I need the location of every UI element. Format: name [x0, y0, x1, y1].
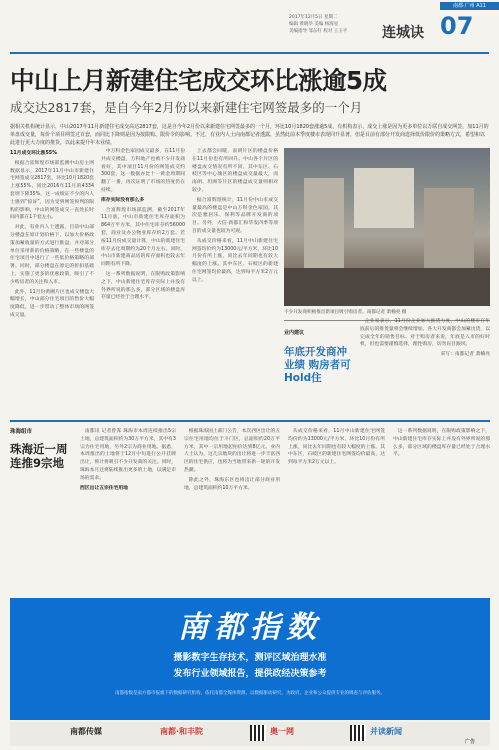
article-column-1 — [10, 148, 94, 418]
page-tag: 广告 — [465, 739, 476, 745]
ad-slogan-1: 摄影数字生存技术，测评区域治理水准 — [173, 653, 327, 663]
lead-paragraph: 据相关机构统计显示，中山2017年11月新建住宅成交高达2817套，这是自今年2月份以来新建住宅网签最多的一个月，环比10月1820套涨逾5成，有机构表示，成交上涨是因为更多单位以万联自成交网签，加11月的单盘成交量，每价个项目网签过百套，而同比下降则是因为按限购、限价令的影响。不过，有业内人士向南都记者透露，虽然此前本季度楼市表现回升显著，但是目前有部分开发商选择低价限价的策略方式，希望和以此进行更大力度的推货，以此来提升年末业绩。 — [10, 124, 489, 146]
section-rule — [10, 420, 490, 422]
body-paragraph: 中万科金色家园成交最多，在11月份共成交楼盘，万科地产也被不少开发商看好，其中项目11月份的网签成交约300套，这一数据亦比十一黄金周期间翻了一番，再次证明了市场的热度仍在持续。 — [101, 149, 185, 193]
section-subhead: 11月成交环比涨55% — [10, 151, 57, 156]
body-paragraph: 合富辉煌市场部监测，截至2017年11月底，中山市新建住宅库存面积为864万平方米，其中住宅库存约56000套，商业及办公物业库存约2万套。若按11月份成交量计算，中山的新建住宅库存去化周期约为20个月左右。同时，中山市新建商品房的库存面积也较去年同期有所下降。 — [101, 207, 185, 268]
qr-code-icon — [350, 725, 366, 741]
body-paragraph: 从成交价格来看，11月中山新建住宅网签均价约为13000元/平方米，环比10月份有所上涨，同比去年同期也有较大幅度的上涨。其中东区、石岐区的新建住宅网签均价最高，达到每平方米2万元以上。 — [192, 238, 278, 283]
page-number: 07 — [440, 12, 474, 40]
body-paragraph: 根据珠海国土部门公告，本次西区出让的五宗住宅用地均位于斗门区，总面积约20万平方米，其中一宗用地起拍价达到8亿元。业内人士认为，这几宗地块的出让将进一步丰富西区的住宅供应，也将为当地带来新一轮的开发热潮。 — [184, 429, 280, 473]
logo-nandu-media: 南都传媒 — [70, 727, 102, 736]
body-paragraph: 企业家表示，11月份企业加大推货力度，中山的楼市在年底前后的推货量将会继续增加，各大开发商都会加紧出货，以完成全年的销售目标。对于购房者来说，年底是入市的好时机，但也需要谨慎选择，理性购房，切勿盲目跟风。 — [360, 319, 490, 348]
body-paragraph: 根据合富辉煌市场部监测中山房主网数据显示，2017年11月中山市新建住宅网签成交2817套，环比10月1820套上涨55%，同比2016年11月的4334套则下降35%，这一成绩证不少的内人士感到“惊讶”，因为受到网签预判的限购的影响，中山的网签成交一直处长时间内都在1千套左右。 — [10, 160, 94, 221]
body-paragraph: 上去都会回暖，南朗片区的楼盘价格在11月份也有所回升。中山各个片区的楼盘成交情况有所不同，其中东区、石岐区等中心城区的楼盘成交量最大，而南朗、坦洲等片区的楼盘成交量则相对较少。 — [192, 149, 278, 193]
body-paragraph: 对此，有业内人士透露，目前中山部分楼盘在原计划价格下，以加大价格政策加紧收量的方式进行推盘，并对部分单位采用新的价格策略，在一些楼盘的住宅项目中进行了一些低价格策略的部署。同时，部分楼盘在原定的折扣基础上，实施了更多的优惠政策，吸引了不少购房者的关注和入市。 — [10, 225, 94, 285]
subheadline: 成交达2817套，是自今年2月份以来新建住宅网签最多的一个月 — [10, 100, 363, 115]
edition-tag: 南都·广州 A11 — [440, 2, 499, 10]
logo-bingdu: 并读新闻 — [370, 727, 402, 736]
brief-title: 珠海近一周 连推9宗地 — [10, 442, 68, 470]
ad-title: 南都指数 — [178, 610, 322, 645]
section-title: 连城诀 — [382, 25, 424, 41]
footer-bar — [10, 722, 490, 746]
issue-meta — [289, 14, 379, 35]
headline: 中山上月新建住宅成交环比涨逾5成 — [10, 66, 387, 95]
body-paragraph: 这一系列数据说明，在限购政策影响之下，中山新建住宅库存实际上并没有外界所说的那么多，部分区域的楼盘库存量已经处于合理水平。 — [101, 271, 185, 301]
section-subhead: 库存实际没有那么多 — [101, 197, 145, 203]
body-paragraph: 从成交价格来看，11月中山新建住宅网签均价约为13000元/平方米，环比10月份有所上涨，同比去年同期也有较大幅度的上涨。其中东区、石岐区的新建住宅网签均价最高，达到每平方米2万元以上。 — [288, 429, 385, 466]
ad-banner[interactable] — [10, 598, 490, 720]
brief-body-right — [288, 428, 490, 590]
meta-line: 编辑 黄晓华 美编 杨海星 — [289, 22, 339, 27]
ad-slogan-2: 发布行业领域报告，提供政经决策参考 — [173, 669, 327, 679]
article-column-2 — [101, 148, 185, 418]
brief-body — [80, 428, 280, 590]
brief-label: 珠海组市 — [10, 429, 33, 435]
header-rule — [10, 52, 489, 54]
meta-line: 美编指导 邹东红 校对 王玉平 — [289, 29, 348, 34]
logo-nandu-hefeng: 南都·和丰院 — [160, 727, 204, 736]
news-photo — [284, 148, 490, 306]
body-paragraph: 南都讯 记者曾霁 珠海市本周连续推出5宗土地，总建筑面积约为30万平方米，其中有3宗为住宅用地，另外2宗为商业用地。据悉，本周推出的土地将于12月中旬进行公开挂牌出让，预计将吸引不少开发商的关注。同时，珠海本月还将陆续推出更多的土地，以满足市场的需求。 — [80, 429, 176, 481]
logo-oeeee: 奥一网 — [270, 727, 294, 736]
sidebar-label: 业内建议 — [284, 330, 305, 336]
qr-code-icon — [250, 725, 266, 741]
photo-caption: 不少开发商积极推出新项目吸引购房者。南都记者 萧楠亮 摄 — [284, 310, 407, 315]
pull-quote: 年底开发商冲业绩 购房者可Hold住 — [284, 346, 351, 384]
article-column-3 — [192, 148, 278, 418]
body-paragraph: 此外，11月份黄圃片区也成交楼盘大幅增长，中山部分住宅项目的售价大幅度降低，进一步带动了整体市场的网签成交量。 — [10, 289, 94, 318]
body-paragraph: 除此之外，珠海东区也将出让部分商业用地，总建筑面积约10万平方米。 — [184, 477, 280, 491]
sidebar-body — [360, 318, 490, 406]
section-subhead: 西区出让五宗住宅用地 — [80, 485, 128, 491]
body-paragraph: 这一系列数据说明，在限购政策影响之下，中山新建住宅库存实际上并没有外界所说的那么多，部分区域的楼盘库存量已经处于合理水平。 — [393, 429, 490, 458]
byline: 采写：南都记者 萧楠亮 — [440, 352, 490, 358]
meta-line: 2017年12月5日 星期二 — [289, 15, 338, 20]
body-paragraph: 据合富辉煌统计，11月份中山市成交量最高的楼盘是中山万科金色家园，其次是雅居乐、保利等品牌开发商的项目。另外，大信·新都汇和华发四季等项目的成交量也较为可观。 — [192, 197, 278, 234]
ad-description: 南都指数是南方都市报旗下的数据研究机构，依托南都全媒体资源，以数据驱动研究，为政府、企业和公众提供专业的调查与评估服务。 — [115, 691, 385, 696]
